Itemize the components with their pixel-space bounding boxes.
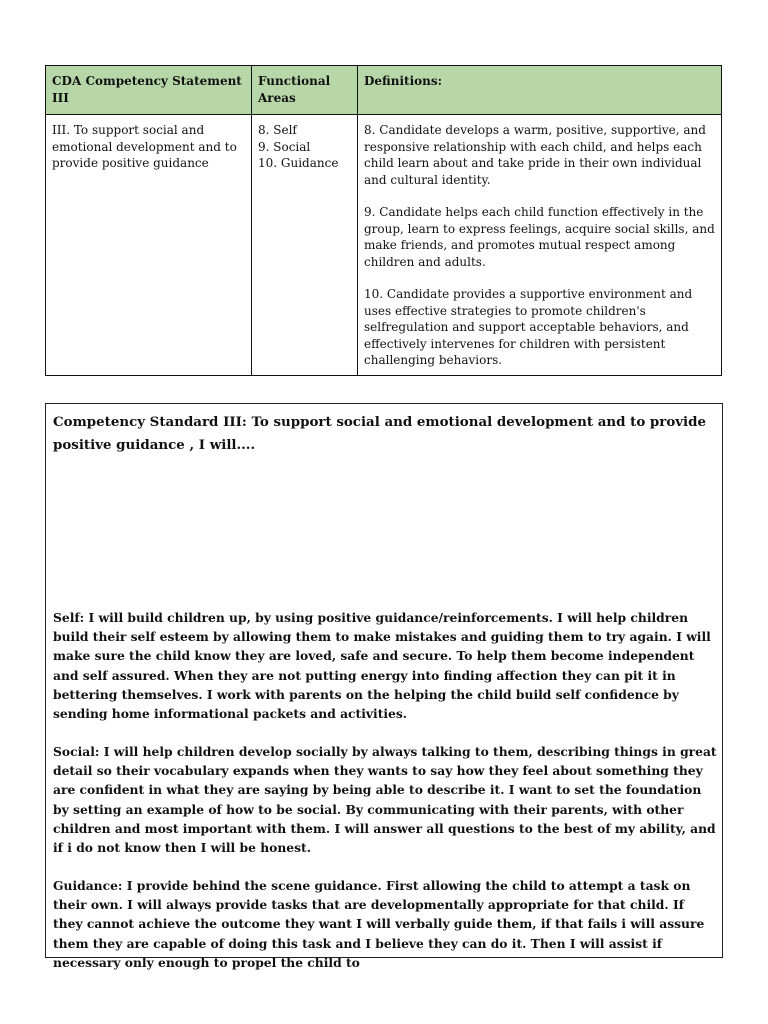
definition-9: 9. Candidate helps each child function effectively in the group, learn to express feelings, acquire social skills, and make friends, and promotes mutual respect among children and adults.	[364, 205, 715, 269]
competency-statement-cell: III. To support social and emotional development and to provide positive guidance	[46, 115, 252, 376]
header-definitions: Definitions:	[358, 66, 722, 115]
definitions-cell	[358, 115, 722, 376]
table-row	[46, 115, 722, 376]
competency-table	[45, 65, 722, 376]
functional-area-social: 9. Social	[258, 139, 311, 154]
guidance-response-paragraph: Guidance: I provide behind the scene guidance. First allowing the child to attempt a task on their own. I will always provide tasks that are developmentally appropriate for that child. If they cannot achieve the outcome they want I will verbally guide them, if that fails i will assure them they are capable of doing this task and I believe they can do it. Then I will assist if necessary only enough to propel the child to	[53, 878, 705, 970]
definition-10: 10. Candidate provides a supportive environment and uses effective strategies to promote children's selfregulation and support acceptable behaviors, and effectively intervenes for children with persistent challenging behaviors.	[364, 287, 693, 367]
table-header-row	[46, 66, 722, 115]
header-functional-areas: Functional Areas	[252, 66, 358, 115]
competency-standard-box	[45, 403, 723, 970]
header-competency-statement: CDA Competency Statement III	[46, 66, 252, 115]
social-response-paragraph: Social: I will help children develop socially by always talking to them, describing things in great detail so their vocabulary expands when they wants to say how they feel about something they are confident in what they are saying by being able to describe it. I want to set the foundation by setting an example of how to be social. By communicating with their parents, with other children and most important with them. I will answer all questions to the best of my ability, and if i do not know then I will be honest.	[53, 744, 717, 856]
functional-areas-cell	[252, 115, 358, 376]
definition-8: 8. Candidate develops a warm, positive, supportive, and responsive relationship with each child, and helps each child learn about and take pride in their own individual and cultural identity.	[364, 123, 706, 187]
functional-area-guidance: 10. Guidance	[258, 156, 339, 170]
standard-title: Competency Standard III: To support social and emotional development and to provide positive guidance , I will....	[53, 414, 707, 453]
functional-area-self: 8. Self	[258, 123, 297, 137]
self-response-paragraph: Self: I will build children up, by using positive guidance/reinforcements. I will help children build their self esteem by allowing them to make mistakes and guiding them to try again. I will make sure the child know they are loved, safe and secure. To help them become independent and self assured. When they are not putting energy into finding affection they can pit it in bettering themselves. I work with parents on the helping the child build self confidence by sending home informational packets and activities.	[53, 610, 711, 722]
